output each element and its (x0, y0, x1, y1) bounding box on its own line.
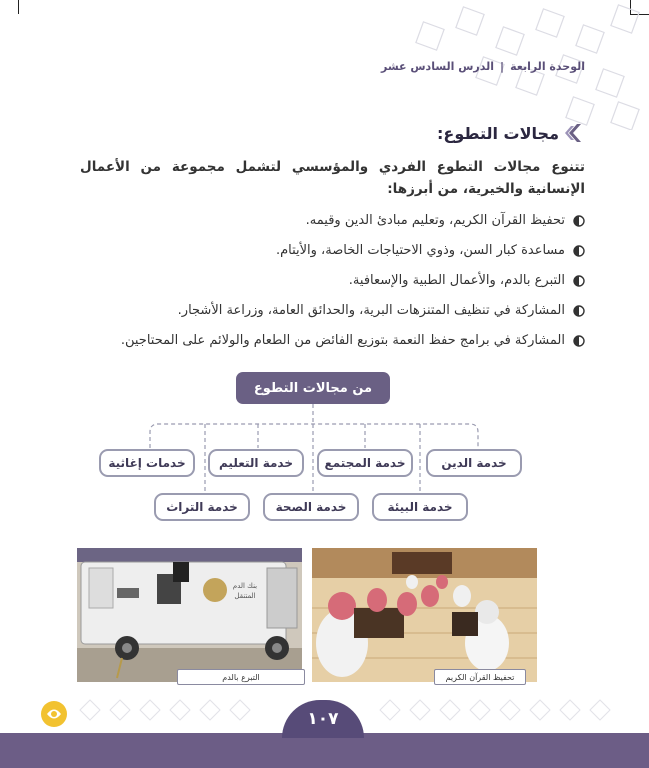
diagram-node: خدمة التراث (154, 493, 250, 521)
intro-paragraph: تتنوع مجالات التطوع الفردي والمؤسسي لتشمل مجموعة من الأعمال الإنسانية والخيرية، من أبرزها: (80, 159, 585, 197)
truck-text: المتنقل (234, 592, 256, 600)
list-item (80, 206, 585, 236)
diagram-node: خدمة الدين (426, 449, 522, 477)
diagram-node: خدمة الصحة (263, 493, 359, 521)
lesson-label: الدرس السادس عشر (381, 60, 495, 73)
section-title: مجالات التطوع: (437, 123, 559, 143)
bullet-text: مساعدة كبار السن، وذوي الاحتياجات الخاصة، والأيتام. (275, 243, 565, 258)
diagram-node: خدمة البيئة (372, 493, 468, 521)
list-item (80, 236, 585, 266)
crop-mark (18, 0, 19, 14)
bullet-icon (573, 335, 585, 347)
breadcrumb-separator: | (500, 60, 505, 73)
list-item (80, 266, 585, 296)
diagram-node: خدمة المجتمع (317, 449, 413, 477)
truck-text: بنك الدم (232, 582, 258, 590)
section-heading (437, 122, 585, 144)
bullet-icon (573, 305, 585, 317)
bullet-text: تحفيظ القرآن الكريم، وتعليم مبادئ الدين وقيمه. (305, 213, 565, 228)
photo-caption: تحفيظ القرآن الكريم (434, 669, 526, 685)
diagram-root: من مجالات التطوع (236, 372, 390, 404)
diagram-node: خدمة التعليم (208, 449, 304, 477)
quran-memorization-photo (312, 548, 537, 682)
bullet-icon (573, 215, 585, 227)
bullet-text: المشاركة في تنظيف المتنزهات البرية، والحدائق العامة، وزراعة الأشجار. (177, 303, 565, 318)
list-item (80, 296, 585, 326)
bullet-text: التبرع بالدم، والأعمال الطبية والإسعافية. (348, 273, 565, 288)
list-item (80, 326, 585, 356)
diagram-node: خدمات إغاثية (99, 449, 195, 477)
breadcrumb (381, 60, 585, 73)
bullet-icon (573, 275, 585, 287)
footer-bar (0, 733, 649, 768)
publisher-logo (40, 700, 68, 728)
double-chevron-icon (563, 122, 585, 144)
unit-label: الوحدة الرابعة (510, 60, 585, 73)
bullet-text: المشاركة في برامج حفظ النعمة بتوزيع الفائض من الطعام والولائم على المحتاجين. (120, 333, 565, 348)
bullet-icon (573, 245, 585, 257)
photo-caption: التبرع بالدم (177, 669, 305, 685)
page-number: ١٠٧ (282, 700, 364, 738)
blood-donation-photo (77, 548, 302, 682)
bullet-list (80, 206, 585, 356)
